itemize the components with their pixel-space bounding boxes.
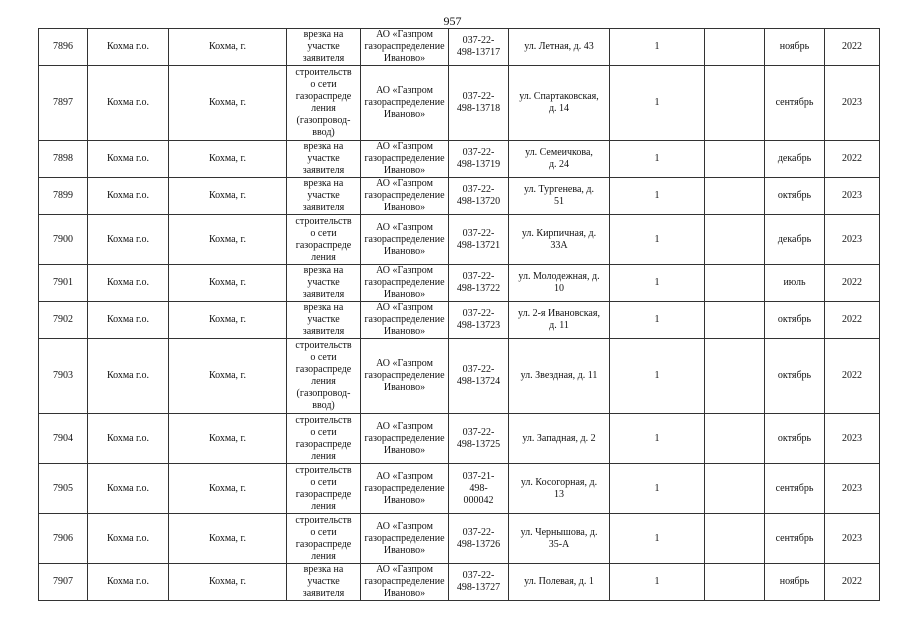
table-row (39, 141, 880, 178)
work-type-cell: врезка на участке заявителя (287, 302, 361, 339)
district-cell: Кохма г.о. (88, 141, 169, 178)
row-number: 7907 (39, 564, 88, 601)
district-cell: Кохма г.о. (88, 414, 169, 464)
district-cell: Кохма г.о. (88, 178, 169, 215)
row-number: 7897 (39, 66, 88, 141)
year-cell: 2023 (825, 66, 880, 141)
address-cell: ул. Спартаковская, д. 14 (509, 66, 610, 141)
table-row (39, 215, 880, 265)
address-cell: ул. Молодежная, д. 10 (509, 265, 610, 302)
district-cell: Кохма г.о. (88, 514, 169, 564)
organization-cell: АО «Газпром газораспределение Иваново» (361, 66, 449, 141)
work-type-cell: строительств о сети газораспреде ления (287, 464, 361, 514)
address-cell: ул. Тургенева, д. 51 (509, 178, 610, 215)
quantity-cell: 1 (610, 215, 705, 265)
address-cell: ул. Звездная, д. 11 (509, 339, 610, 414)
city-cell: Кохма, г. (169, 178, 287, 215)
address-cell: ул. Кирпичная, д. 33А (509, 215, 610, 265)
organization-cell: АО «Газпром газораспределение Иваново» (361, 339, 449, 414)
address-cell: ул. Западная, д. 2 (509, 414, 610, 464)
row-number: 7898 (39, 141, 88, 178)
city-cell: Кохма, г. (169, 141, 287, 178)
district-cell: Кохма г.о. (88, 564, 169, 601)
row-number: 7906 (39, 514, 88, 564)
month-cell: сентябрь (765, 464, 825, 514)
month-cell: декабрь (765, 215, 825, 265)
month-cell: ноябрь (765, 564, 825, 601)
row-number: 7900 (39, 215, 88, 265)
quantity-cell: 1 (610, 564, 705, 601)
quantity-cell: 1 (610, 339, 705, 414)
row-number: 7903 (39, 339, 88, 414)
month-cell: октябрь (765, 414, 825, 464)
empty-cell (705, 215, 765, 265)
month-cell: декабрь (765, 141, 825, 178)
city-cell: Кохма, г. (169, 414, 287, 464)
city-cell: Кохма, г. (169, 66, 287, 141)
organization-cell: АО «Газпром газораспределение Иваново» (361, 265, 449, 302)
year-cell: 2022 (825, 564, 880, 601)
district-cell: Кохма г.о. (88, 215, 169, 265)
address-cell: ул. 2-я Ивановская, д. 11 (509, 302, 610, 339)
work-type-cell: врезка на участке заявителя (287, 29, 361, 66)
year-cell: 2022 (825, 302, 880, 339)
quantity-cell: 1 (610, 265, 705, 302)
empty-cell (705, 414, 765, 464)
empty-cell (705, 265, 765, 302)
row-number: 7904 (39, 414, 88, 464)
empty-cell (705, 141, 765, 178)
application-code-cell: 037-22- 498-13718 (449, 66, 509, 141)
table-row (39, 66, 880, 141)
table-row (39, 29, 880, 66)
work-type-cell: врезка на участке заявителя (287, 178, 361, 215)
month-cell: октябрь (765, 339, 825, 414)
quantity-cell: 1 (610, 29, 705, 66)
application-code-cell: 037-22- 498-13726 (449, 514, 509, 564)
empty-cell (705, 339, 765, 414)
organization-cell: АО «Газпром газораспределение Иваново» (361, 414, 449, 464)
table-row (39, 178, 880, 215)
application-code-cell: 037-22- 498-13719 (449, 141, 509, 178)
work-type-cell: строительств о сети газораспреде ления (газопровод- ввод) (287, 66, 361, 141)
quantity-cell: 1 (610, 178, 705, 215)
district-cell: Кохма г.о. (88, 464, 169, 514)
address-cell: ул. Летная, д. 43 (509, 29, 610, 66)
work-type-cell: строительств о сети газораспреде ления (287, 514, 361, 564)
city-cell: Кохма, г. (169, 464, 287, 514)
month-cell: октябрь (765, 302, 825, 339)
quantity-cell: 1 (610, 414, 705, 464)
city-cell: Кохма, г. (169, 339, 287, 414)
application-code-cell: 037-22- 498-13723 (449, 302, 509, 339)
year-cell: 2023 (825, 215, 880, 265)
district-cell: Кохма г.о. (88, 339, 169, 414)
table-row (39, 302, 880, 339)
application-code-cell: 037-22- 498-13727 (449, 564, 509, 601)
empty-cell (705, 514, 765, 564)
work-type-cell: строительств о сети газораспреде ления (287, 215, 361, 265)
quantity-cell: 1 (610, 514, 705, 564)
row-number: 7901 (39, 265, 88, 302)
month-cell: июль (765, 265, 825, 302)
organization-cell: АО «Газпром газораспределение Иваново» (361, 302, 449, 339)
application-code-cell: 037-22- 498-13721 (449, 215, 509, 265)
table-row (39, 265, 880, 302)
city-cell: Кохма, г. (169, 265, 287, 302)
quantity-cell: 1 (610, 66, 705, 141)
district-cell: Кохма г.о. (88, 66, 169, 141)
table-row (39, 464, 880, 514)
year-cell: 2023 (825, 414, 880, 464)
address-cell: ул. Семеичкова, д. 24 (509, 141, 610, 178)
empty-cell (705, 29, 765, 66)
application-code-cell: 037-22- 498-13717 (449, 29, 509, 66)
year-cell: 2022 (825, 265, 880, 302)
row-number: 7899 (39, 178, 88, 215)
city-cell: Кохма, г. (169, 215, 287, 265)
year-cell: 2023 (825, 178, 880, 215)
table-row (39, 564, 880, 601)
empty-cell (705, 464, 765, 514)
organization-cell: АО «Газпром газораспределение Иваново» (361, 514, 449, 564)
year-cell: 2022 (825, 339, 880, 414)
empty-cell (705, 178, 765, 215)
year-cell: 2022 (825, 141, 880, 178)
organization-cell: АО «Газпром газораспределение Иваново» (361, 178, 449, 215)
work-type-cell: строительств о сети газораспреде ления (газопровод- ввод) (287, 339, 361, 414)
month-cell: сентябрь (765, 66, 825, 141)
district-cell: Кохма г.о. (88, 302, 169, 339)
table-row (39, 514, 880, 564)
quantity-cell: 1 (610, 302, 705, 339)
application-code-cell: 037-22- 498-13722 (449, 265, 509, 302)
organization-cell: АО «Газпром газораспределение Иваново» (361, 215, 449, 265)
year-cell: 2022 (825, 29, 880, 66)
month-cell: ноябрь (765, 29, 825, 66)
empty-cell (705, 302, 765, 339)
city-cell: Кохма, г. (169, 514, 287, 564)
row-number: 7902 (39, 302, 88, 339)
work-type-cell: врезка на участке заявителя (287, 564, 361, 601)
empty-cell (705, 66, 765, 141)
quantity-cell: 1 (610, 141, 705, 178)
month-cell: октябрь (765, 178, 825, 215)
year-cell: 2023 (825, 514, 880, 564)
registry-table (38, 28, 880, 601)
address-cell: ул. Полевая, д. 1 (509, 564, 610, 601)
organization-cell: АО «Газпром газораспределение Иваново» (361, 29, 449, 66)
city-cell: Кохма, г. (169, 29, 287, 66)
city-cell: Кохма, г. (169, 564, 287, 601)
address-cell: ул. Чернышова, д. 35-А (509, 514, 610, 564)
city-cell: Кохма, г. (169, 302, 287, 339)
row-number: 7905 (39, 464, 88, 514)
table-row (39, 414, 880, 464)
application-code-cell: 037-22- 498-13720 (449, 178, 509, 215)
work-type-cell: строительств о сети газораспреде ления (287, 414, 361, 464)
application-code-cell: 037-22- 498-13725 (449, 414, 509, 464)
work-type-cell: врезка на участке заявителя (287, 265, 361, 302)
organization-cell: АО «Газпром газораспределение Иваново» (361, 141, 449, 178)
district-cell: Кохма г.о. (88, 29, 169, 66)
organization-cell: АО «Газпром газораспределение Иваново» (361, 464, 449, 514)
address-cell: ул. Косогорная, д. 13 (509, 464, 610, 514)
row-number: 7896 (39, 29, 88, 66)
page-number: 957 (443, 14, 462, 28)
application-code-cell: 037-22- 498-13724 (449, 339, 509, 414)
empty-cell (705, 564, 765, 601)
year-cell: 2023 (825, 464, 880, 514)
table-row (39, 339, 880, 414)
month-cell: сентябрь (765, 514, 825, 564)
application-code-cell: 037-21- 498- 000042 (449, 464, 509, 514)
quantity-cell: 1 (610, 464, 705, 514)
work-type-cell: врезка на участке заявителя (287, 141, 361, 178)
district-cell: Кохма г.о. (88, 265, 169, 302)
organization-cell: АО «Газпром газораспределение Иваново» (361, 564, 449, 601)
